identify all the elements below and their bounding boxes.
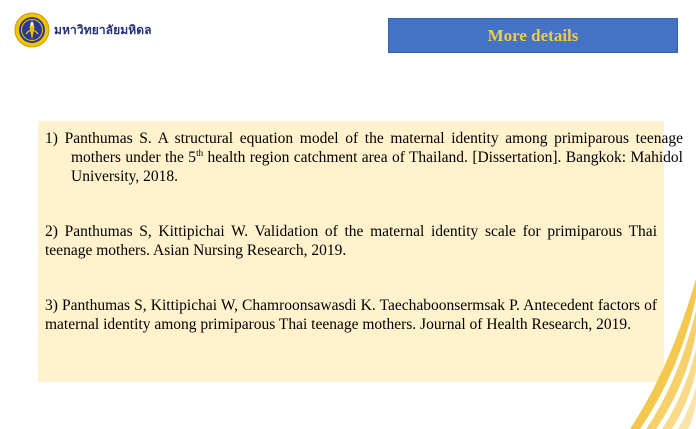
university-name: มหาวิทยาลัยมหิดล — [54, 22, 152, 37]
reference-item — [45, 222, 657, 260]
more-details-button[interactable] — [388, 18, 678, 53]
more-details-label: More details — [487, 25, 579, 45]
references-panel — [38, 121, 684, 382]
reference-number: 3) — [45, 297, 58, 314]
reference-item — [45, 129, 683, 186]
reference-text: Panthumas S, Kittipichai W, Chamroonsawasdi K. Taechaboonsermsak P. Antecedent factors of maternal identity among primiparous Thai teenage mothers. Journal of Health Research, 2019. — [45, 297, 658, 333]
reference-number: 2) — [45, 223, 58, 240]
university-logo — [14, 12, 152, 48]
reference-number: 1) — [45, 130, 58, 147]
mahidol-seal-icon — [14, 12, 50, 48]
reference-item — [45, 296, 657, 334]
gold-swoosh-decoration — [626, 279, 696, 429]
reference-text: Panthumas S, Kittipichai W. Validation of the maternal identity scale for primiparous Thai teenage mothers. Asian Nursing Research, 2019. — [45, 223, 657, 259]
reference-superscript: th — [196, 148, 204, 158]
reference-text-part-b: health region catchment area of Thailand. [Dissertation]. Bangkok: Mahidol University, 2018. — [71, 149, 683, 185]
reference-text-part-a: Panthumas S. A structural equation model of the maternal identity among primiparous teenage mothers under the 5 — [64, 130, 684, 166]
